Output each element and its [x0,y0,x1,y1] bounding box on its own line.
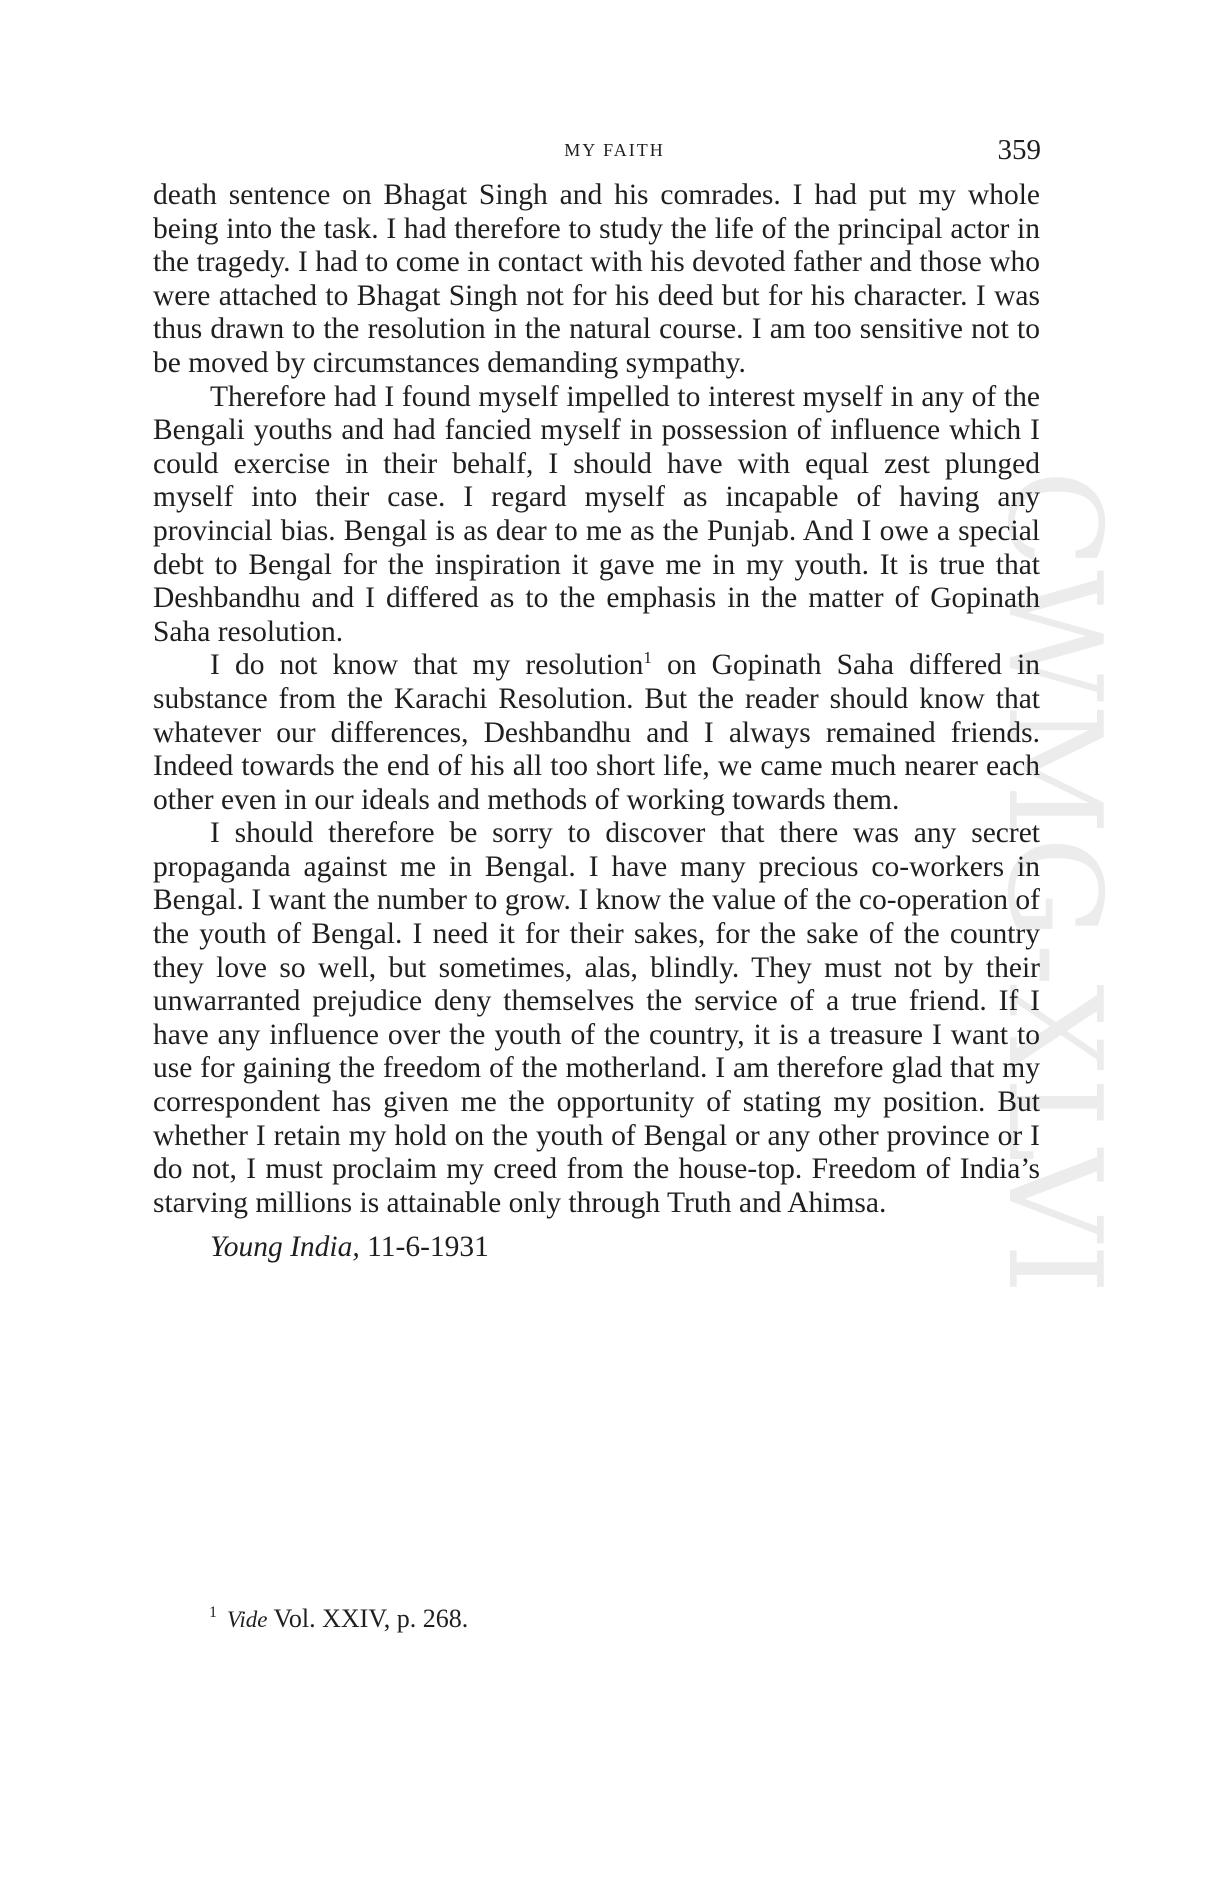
source-citation [210,1231,1040,1265]
footnote-reference[interactable]: 1 [643,648,652,668]
running-head [0,134,1229,164]
watermark-text: CWMG-XLVI [979,470,1128,1296]
paragraph-4: I should therefore be sorry to discover that there was any secret propaganda against me in Bengal. I have many precious co-workers in Bengal. I want the number to grow. I know the value of the co-operation of the youth of Bengal. I need it for their sakes, for the sake of the country they love so well, but sometimes, alas, blindly. They must not by their unwarranted prejudice deny themselves the service of a true friend. If I have any influence over the youth of the country, it is a treasure I want to use for gaining the freedom of the motherland. I am therefore glad that my correspondent has given me the opportunity of stating my position. But whether I retain my hold on the youth of Bengal or any other province or I do not, I must proclaim my creed from the house-top. Freedom of India’s starving millions is attainable only through Truth and Ahimsa. [153,817,1040,1219]
page-number: 359 [997,134,1041,166]
paragraph-3-text-after: on Gopinath Saha differed in substance from the Karachi Resolution. But the reader should know that whatever our differences, Deshbandhu and I always remained friends. Indeed towards the end of his all too short life, we came much nearer each other even in our ideals and methods of working towards them. [153,649,1040,816]
paragraph-1: death sentence on Bhagat Singh and his comrades. I had put my whole being into the task. I had therefore to study the life of the principal actor in the tragedy. I had to come in contact with his devoted father and those who were attached to Bhagat Singh not for his deed but for his character. I was thus drawn to the resolution in the natural course. I am too sensitive not to be moved by circumstances demanding sympathy. [153,179,1040,379]
paragraph-2: Therefore had I found myself impelled to interest myself in any of the Bengali youths and had fancied myself in possession of influence which I could exercise in their behalf, I should have with equal zest plunged myself into their case. I regard myself as incapable of having any provincial bias. Bengal is as dear to me as the Punjab. And I owe a special debt to Bengal for the inspiration it gave me in my youth. It is true that Deshbandhu and I differed as to the emphasis in the matter of Gopinath Saha resolution. [153,380,1040,648]
footnote-vide: Vide [227,1607,268,1632]
footnote-text: Vol. XXIV, p. 268. [273,1604,469,1633]
paragraph-3 [153,649,1040,817]
body-text [153,179,1040,1265]
footnote [209,1604,468,1634]
footnote-number: 1 [209,1604,217,1621]
paragraph-3-text-before: I do not know that my resolution [210,649,644,682]
running-title: MY FAITH [564,140,665,160]
citation-date: 11-6-1931 [367,1231,489,1264]
citation-source: Young India, [210,1231,360,1264]
